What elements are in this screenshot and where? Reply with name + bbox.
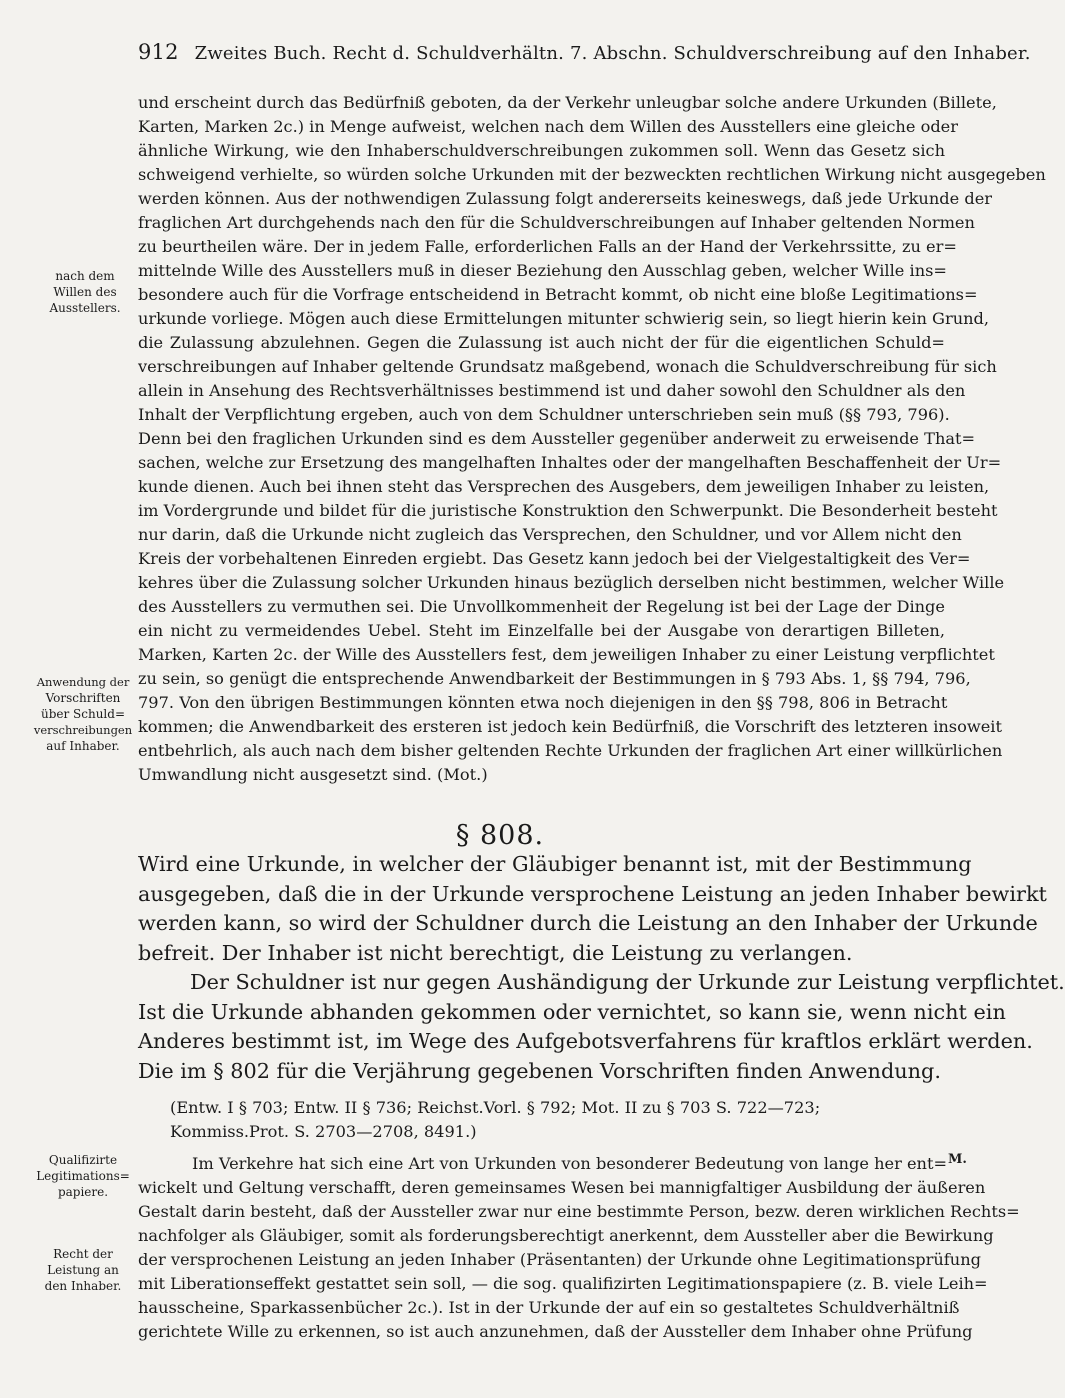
statute-line: werden kann, so wird der Schuldner durch die Leistung an den Inhaber der Urkunde — [138, 911, 1038, 935]
margin-note-line: Ausstellers. — [49, 301, 121, 315]
text-line: gerichtete Wille zu erkennen, so ist auch anzunehmen, daß der Aussteller dem Inhaber ohne Prüfung — [138, 1322, 973, 1341]
text-line: nachfolger als Gläubiger, somit als forderungsberechtigt anerkennt, dem Aussteller aber die Bewirkung — [138, 1226, 994, 1245]
text-line: kommen; die Anwendbarkeit des ersteren ist jedoch kein Bedürfniß, die Vorschrift des letzteren insoweit — [138, 717, 1002, 736]
statute-line: Der Schuldner ist nur gegen Aushändigung der Urkunde zur Leistung verpflichtet. — [190, 970, 1065, 994]
right-margin-mark: M. — [948, 1152, 967, 1167]
margin-note-line: Vorschriften — [45, 691, 121, 705]
margin-note-line: auf Inhaber. — [46, 739, 120, 753]
text-line: die Zulassung abzulehnen. Gegen die Zulassung ist auch nicht der für die eigentlichen Schuld= — [138, 333, 945, 352]
text-line: 797. Von den übrigen Bestimmungen könnten etwa noch diejenigen in den §§ 798, 806 in Betracht — [138, 693, 948, 712]
text-line: verschreibungen auf Inhaber geltende Grundsatz maßgebend, wonach die Schuldverschreibung für sich — [138, 357, 997, 376]
text-line: entbehrlich, als auch nach dem bisher geltenden Rechte Urkunden der fraglichen Art einer willkürlichen — [138, 741, 1003, 760]
text-line: mit Liberationseffekt gestattet sein soll, — die sog. qualifizirten Legitimationspapiere (z. B. viele Leih= — [138, 1274, 988, 1293]
text-line: ein nicht zu vermeidendes Uebel. Steht im Einzelfalle bei der Ausgabe von derartigen Billeten, — [138, 621, 945, 640]
margin-note-application — [30, 674, 136, 754]
margin-note-right-of-payment — [30, 1246, 136, 1294]
intro-paragraph — [138, 91, 1046, 787]
reference-line: Kommiss.Prot. S. 2703—2708, 8491.) — [170, 1122, 477, 1141]
text-line: besondere auch für die Vorfrage entscheidend in Betracht kommt, ob nicht eine bloße Legitimations= — [138, 285, 978, 304]
text-line: ähnliche Wirkung, wie den Inhaberschuldverschreibungen zukommen soll. Wenn das Gesetz sich — [138, 141, 945, 160]
margin-note-line: Anwendung der — [36, 675, 130, 689]
statute-line: Ist die Urkunde abhanden gekommen oder vernichtet, so kann sie, wenn nicht ein — [138, 999, 1006, 1024]
text-line: schweigend verhielte, so würden solche Urkunden mit der bezweckten rechtlichen Wirkung nicht ausgegeben — [138, 165, 1046, 184]
margin-note-line: Legitimations= — [36, 1169, 130, 1183]
text-line: Inhalt der Verpflichtung ergeben, auch von dem Schuldner unterschrieben sein muß (§§ 793, 796). — [138, 405, 950, 424]
text-line: des Ausstellers zu vermuthen sei. Die Unvollkommenheit der Regelung ist bei der Lage der Dinge — [138, 597, 945, 616]
reference-line: (Entw. I § 703; Entw. II § 736; Reichst.Vorl. § 792; Mot. II zu § 703 S. 722—723; — [170, 1098, 821, 1117]
margin-note-line: Qualifizirte — [48, 1153, 118, 1167]
running-title: Zweites Buch. Recht d. Schuldverhältn. 7. Abschn. Schuldverschreibung auf den Inhaber. — [194, 43, 1031, 64]
page-number: 912 — [138, 40, 179, 64]
text-line: nur darin, daß die Urkunde nicht zugleich das Versprechen, den Schuldner, und vor Allem nicht den — [138, 525, 962, 544]
text-line: hausscheine, Sparkassenbücher 2c.). Ist in der Urkunde der auf ein so gestaltetes Schuldverhältniß — [138, 1298, 960, 1317]
text-line: wickelt und Geltung verschafft, deren gemeinsames Wesen bei mannigfaltiger Ausbildung der äußeren — [138, 1178, 986, 1197]
text-line: fraglichen Art durchgehends nach den für die Schuldverschreibungen auf Inhaber geltenden Normen — [138, 213, 975, 232]
margin-note-qualified-papers — [30, 1152, 136, 1200]
text-line: sachen, welche zur Ersetzung des mangelhaften Inhaltes oder der mangelhaften Beschaffenheit der Ur= — [138, 453, 1002, 472]
text-line: allein in Ansehung des Rechtsverhältnisses bestimmend ist und daher sowohl den Schuldner als den — [138, 381, 966, 400]
text-line: Kreis der vorbehaltenen Einreden ergiebt. Das Gesetz kann jedoch bei der Vielgestaltigkeit des Ver= — [138, 549, 971, 568]
text-line: Karten, Marken 2c.) in Menge aufweist, welchen nach dem Willen des Ausstellers eine gleiche oder — [138, 117, 958, 136]
margin-note-line: den Inhaber. — [44, 1279, 122, 1293]
text-line: Gestalt darin besteht, daß der Aussteller zwar nur eine bestimmte Person, bezw. deren wirklichen Rechts= — [138, 1202, 1020, 1221]
section-references — [170, 1096, 945, 1144]
margin-note-line: über Schuld= — [40, 707, 126, 721]
margin-note-line: papiere. — [57, 1185, 109, 1199]
text-line: werden können. Aus der nothwendigen Zulassung folgt andererseits keineswegs, daß jede Urkunde der — [138, 189, 993, 208]
section-heading: § 808. — [455, 820, 545, 851]
margin-note-will-of-issuer — [32, 268, 138, 316]
text-line: urkunde vorliege. Mögen auch diese Ermittelungen mitunter schwierig sein, so liegt hierin kein Grund, — [138, 309, 990, 328]
text-line: und erscheint durch das Bedürfniß geboten, da der Verkehr unleugbar solche andere Urkunden (Billete, — [138, 93, 997, 112]
text-line: zu sein, so genügt die entsprechende Anwendbarkeit der Bestimmungen in § 793 Abs. 1, §§ 794, 796, — [138, 669, 971, 688]
margin-note-line: nach dem — [55, 269, 115, 283]
text-line: der versprochenen Leistung an jeden Inhaber (Präsentanten) der Urkunde ohne Legitimationsprüfung — [138, 1250, 981, 1269]
margin-note-line: Recht der — [53, 1247, 113, 1261]
running-header — [138, 40, 1031, 64]
margin-note-line: Willen des — [53, 285, 117, 299]
text-line: Denn bei den fraglichen Urkunden sind es dem Aussteller gegenüber anderweit zu erweisende That= — [138, 429, 976, 448]
commentary-paragraph — [138, 1152, 1020, 1344]
statute-line: ausgegeben, daß die in der Urkunde versprochene Leistung an jeden Inhaber bewirkt — [138, 881, 1047, 906]
statute-line: Wird eine Urkunde, in welcher der Gläubiger benannt ist, mit der Bestimmung — [138, 852, 972, 876]
margin-note-line: verschreibungen — [33, 723, 133, 737]
text-line: zu beurtheilen wäre. Der in jedem Falle, erforderlichen Falls an der Hand der Verkehrssitte, zu er= — [138, 237, 957, 256]
statute-text — [138, 850, 1065, 1086]
text-line: kunde dienen. Auch bei ihnen steht das Versprechen des Ausgebers, dem jeweiligen Inhaber zu leisten, — [138, 477, 990, 496]
margin-note-line: Leistung an — [47, 1263, 119, 1277]
text-line: Umwandlung nicht ausgesetzt sind. (Mot.) — [138, 765, 488, 784]
text-line: Im Verkehre hat sich eine Art von Urkunden von besonderer Bedeutung von lange her ent= — [192, 1154, 948, 1173]
text-line: im Vordergrunde und bildet für die juristische Konstruktion den Schwerpunkt. Die Besonderheit besteht — [138, 501, 998, 520]
statute-line: Anderes bestimmt ist, im Wege des Aufgebotsverfahrens für kraftlos erklärt werden. — [138, 1029, 1033, 1053]
statute-line: befreit. Der Inhaber ist nicht berechtigt, die Leistung zu verlangen. — [138, 940, 853, 965]
text-line: kehres über die Zulassung solcher Urkunden hinaus bezüglich derselben nicht bestimmen, welcher Wille — [138, 573, 1005, 592]
text-line: mittelnde Wille des Ausstellers muß in dieser Beziehung den Ausschlag geben, welcher Wille ins= — [138, 261, 947, 280]
statute-line: Die im § 802 für die Verjährung gegebenen Vorschriften finden Anwendung. — [138, 1058, 941, 1083]
text-line: Marken, Karten 2c. der Wille des Ausstellers fest, dem jeweiligen Inhaber zu einer Leistung verpflichtet — [138, 645, 995, 664]
